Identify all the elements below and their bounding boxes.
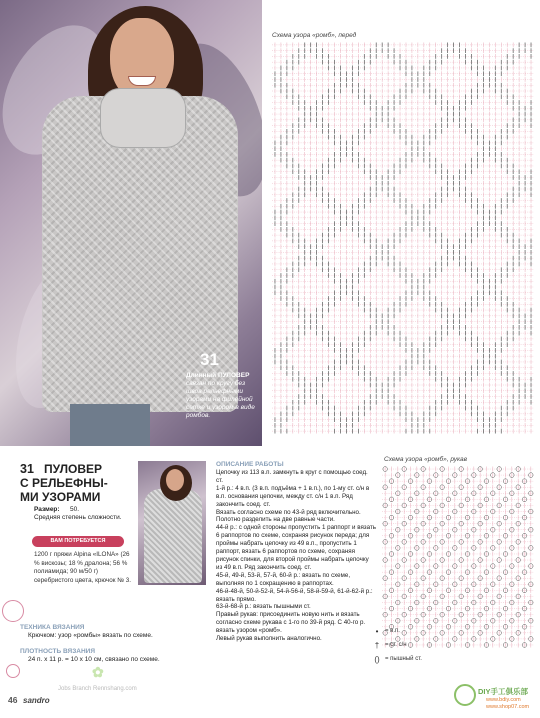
site-url: www.shop07.com (486, 704, 530, 710)
description-paragraph: 45-й, 49-й, 53-й, 57-й, 60-й р.: вязать по схеме, выполняя по 1 сокращению в раппортах. (216, 571, 351, 587)
small-photo-face (166, 469, 184, 491)
description-paragraph: 44-й р.: с одной стороны пропустить 1 раппорт и вязать 6 раппортов по схеме, сохраняя рисунок переда; для проймы набрать цепочку из 49 в.п., пропустить 1 раппорт, вязать 6 раппортов по схеме, сохраняя рисунок спинки, для второй проймы набрать цепочку из 49 в.п. Ряд закончить соед. ст. (216, 524, 376, 571)
legend-text: = пышный ст. (385, 656, 422, 662)
density-heading: ПЛОТНОСТЬ ВЯЗАНИЯ (20, 648, 95, 655)
site-url: www.bdiy.com (486, 697, 521, 703)
legend-symbol: † (374, 640, 380, 650)
flower-decoration (6, 664, 20, 678)
page-number: 46 (8, 695, 18, 705)
chart-front-title: Схема узора «ромб», перед (272, 32, 357, 39)
legend-text: = в.п. (385, 628, 400, 634)
legend-text: = ст. с/н (385, 642, 407, 648)
legend-row (372, 640, 482, 650)
legend-symbol: () (374, 654, 380, 664)
description-paragraph: Вязать согласно схеме по 43-й ряд включительно. (216, 508, 361, 516)
item-title-line3: МИ УЗОРАМИ (20, 490, 101, 504)
legend-row (372, 654, 482, 664)
magazine-brand: sandro (23, 696, 50, 705)
technique-text: Крючком: узор «ромбы» вязать по схеме. (28, 632, 153, 639)
site-name: DIY手工俱乐部 (478, 687, 529, 696)
flower-decoration (2, 600, 24, 622)
model-jeans (70, 404, 150, 446)
need-badge: ВАМ ПОТРЕБУЕТСЯ (32, 536, 124, 547)
photo-caption-bold: Длинный ПУЛОВЕР (186, 372, 250, 379)
difficulty-text: Средняя степень сложности. (34, 514, 122, 521)
description-paragraph: Цепочку из 113 в.п. замкнуть в круг с помощью соед. ст. (216, 469, 368, 484)
item-number: 31 (20, 462, 34, 476)
legend-row (372, 626, 482, 636)
yarn-text: 1200 г пряжи Alpina «ILONA» (26 % вискозы; 18 % дралона; 56 % полиамида; 90 м/50 г) серебристого цвета, крючок № 3. (34, 551, 131, 584)
model-collar (100, 88, 186, 148)
chart-sleeve-title: Схема узора «ромб», рукав (384, 456, 468, 463)
technique-heading: ТЕХНИКА ВЯЗАНИЯ (20, 624, 85, 631)
description-heading: ОПИСАНИЕ РАБОТЫ (216, 461, 284, 468)
description-paragraph: Правый рукав: присоединить новую нить и вязать согласно схеме рукава с 1-го по 39-й ряд. С 40-го р. вязать узором «ромб». (216, 611, 366, 635)
description-paragraph: 63-й-68-й р.: вязать пышными ст. (216, 603, 311, 611)
item-title-line1: ПУЛОВЕР (44, 462, 103, 476)
description-paragraph: Полотно разделить на две равные части. (216, 516, 335, 524)
work-description (216, 461, 376, 643)
size-label: Размер: (34, 506, 60, 513)
small-photo (138, 461, 206, 585)
item-title-line2: С РЕЛЬЕФНЫ- (20, 476, 108, 490)
chart-sleeve (382, 466, 534, 648)
watermark-logo-icon: ✿ (92, 664, 104, 680)
description-paragraph: Левый рукав выполнить аналогично. (216, 635, 322, 643)
photo-caption (186, 372, 260, 420)
legend-symbol: • (375, 626, 379, 636)
watermark-text: Jobs Branch Rennshang.com (58, 686, 137, 692)
description-paragraph: 46-й-48-й, 50-й-52-й, 54-й-56-й, 58-й-59-й, 61-й-62-й р.: вязать прямо. (216, 587, 373, 603)
density-text: 24 п. х 11 р. = 10 х 10 см, связано по схеме. (28, 656, 160, 663)
small-photo-sweater (144, 489, 202, 583)
site-logo-icon (454, 684, 476, 706)
main-photo (0, 0, 262, 446)
chart-front (272, 42, 534, 434)
size-value: 50. (70, 506, 80, 513)
chart-legend (372, 626, 482, 668)
photo-caption-rest: связан по кругу без швов рельефными узорами на филейной сетке и узором в виде ромбов. (186, 380, 255, 419)
photo-number: 31 (200, 350, 219, 369)
description-paragraph: 1-й р.: 4 в.п. (3 в.п. подъёма + 1 в.п.), по 1-му ст. с/н в в.п. основания цепочки, между ст. с/н 1 в.п. Ряд закончить соед. ст. (216, 484, 370, 508)
